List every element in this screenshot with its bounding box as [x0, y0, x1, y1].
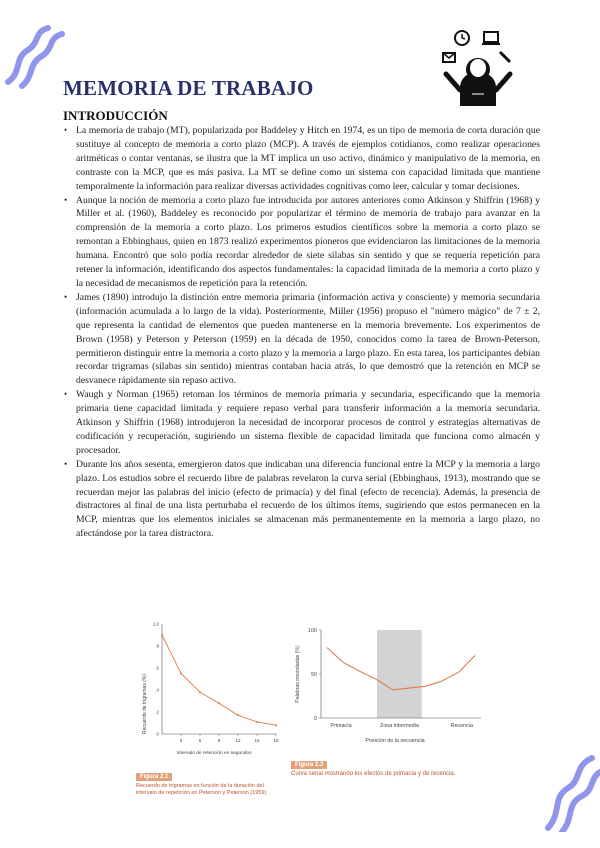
- figure-serial-curve: [291, 622, 491, 778]
- y-tick-label: 0: [314, 716, 317, 722]
- x-category-label: Primacía: [330, 723, 352, 729]
- list-item: • James (1890) introdujo la distinción entre memoria primaria (información activa y consciente) y memoria secundaria (información acumulada a lo largo de la vida). Posteriormente, Miller (1956) propuso el "número mágico" de 7 ± 2, que representa la cantidad de elementos que pueden mantenerse en la memoria brevemente. Los experimentos de Brown (1958) y Peterson y Peterson (1959) en la década de 1950, conocidos como la tarea de Brown-Peterson, permitieron distinguir entre la memoria a corto plazo y la memoria a largo plazo. En esta tarea, los participantes debían recordar trigramas (sílabas sin sentido) mientras contaban hacia atrás, lo que demostró que la retención en MCP se desvanece rápidamente sin repaso activo.: [62, 291, 540, 388]
- chart-x-label: Posición de la secuencia: [365, 738, 425, 744]
- y-tick-label: 50: [311, 672, 317, 678]
- decorative-squiggle-bottom-right: [540, 752, 600, 832]
- y-tick-label: 1,0: [152, 621, 159, 627]
- series-line: [162, 635, 276, 725]
- figure-label: Figura 2.2: [291, 761, 327, 769]
- data-point: [237, 714, 239, 716]
- data-point: [180, 673, 182, 675]
- y-tick-label: .2: [155, 709, 159, 715]
- x-tick-label: 15: [254, 738, 260, 743]
- y-tick-label: .8: [155, 643, 159, 649]
- decorative-squiggle-top-left: [0, 24, 70, 94]
- data-point: [256, 721, 258, 723]
- bullet-list: [62, 124, 540, 541]
- data-point: [161, 634, 163, 636]
- x-tick-label: 12: [235, 738, 241, 743]
- figure-retention-chart: [136, 618, 286, 797]
- section-heading: INTRODUCCIÓN: [63, 108, 168, 123]
- data-point: [275, 724, 277, 726]
- retention-chart: [136, 618, 286, 758]
- y-tick-label: .4: [155, 687, 159, 693]
- chart-y-label: Recuerdo de trigramas (%): [142, 673, 148, 735]
- x-tick-label: 18: [273, 738, 279, 743]
- data-point: [199, 691, 201, 693]
- list-item: • Durante los años sesenta, emergieron datos que indicaban una diferencia funcional entre la MCP y la memoria a largo plazo. Los estudios sobre el recuerdo libre de palabras revelaron la curva serial (Ebbinghaus, 1913), mostrando que se recuerdan mejor las palabras del inicio (efecto de primacía) y del final (efecto de recencia). Además, la presencia de distractores al final de una lista perturbaba el recuerdo de los últimos ítems, sugiriendo que estos permanecen en la MCP, mientras que los elementos iniciales se almacenan más permanentemente en la memoria a largo plazo, no afectándose por la tarea distractora.: [62, 458, 540, 541]
- list-item: • Waugh y Norman (1965) retoman los términos de memoria primaria y secundaria, especificando que la memoria primaria tiene capacidad limitada y requiere repaso verbal para transferir información a la memoria secundaria. Atkinson y Shiffrin (1968) introdujeron la necesidad de incorporar procesos de control y estrategias alternativas de codificación y recuperación, sugiriendo un sistema flexible de capacidad limitada que funciona como almacén y procesador.: [62, 388, 540, 458]
- page-title: MEMORIA DE TRABAJO: [63, 76, 314, 100]
- list-item: • Aunque la noción de memoria a corto plazo fue introducida por autores anteriores como Atkinson y Shiffrin (1968) y Miller et al. (1960), Baddeley es reconocido por popularizar el término de memoria de trabajo para avanzar en la comprensión de la memoria a corto plazo. Los primeros estudios científicos sobre la memoria a corto plazo se remontan a Ebbinghaus, quien en 1873 realizó experimentos pioneros que evidenciaron las limitaciones de la memoria humana. Encontró que solo podía recordar alrededor de siete sílabas sin sentido y que se requería repetición para retener la información, identificando dos aspectos fundamentales: la capacidad limitada de la memoria a corto plazo y la necesidad de mecanismos de repetición para la retención.: [62, 194, 540, 291]
- y-tick-label: 0: [156, 731, 159, 737]
- shaded-region: [377, 630, 422, 718]
- data-point: [218, 702, 220, 704]
- y-tick-label: .6: [155, 665, 159, 671]
- figure-caption: Recuerdo de trigramas en función de la duración del intervalo de repetición en Peterson y Peterson (1959).: [136, 783, 268, 796]
- x-tick-label: 3: [179, 738, 183, 743]
- chart-x-label: Intervalo de retención en segundos: [176, 751, 252, 756]
- list-item: • La memoria de trabajo (MT), popularizada por Baddeley y Hitch en 1974, es un tipo de memoria de corta duración que sustituye al concepto de memoria a corto plazo (MCP). A través de ejemplos cotidianos, como realizar operaciones aritméticas o contar ventanas, se ilustra que la MT implica un uso activo, dinámico y manipulativo de la memoria, en contraste con la MCP, que es más pasiva. La MT se define como un sistema con capacidad limitada que mantiene temporalmente la información para realizar diversas actividades cognitivas como leer, calcular y tomar decisiones.: [62, 124, 540, 194]
- chart-y-label: Palabras recordadas (%): [295, 645, 301, 703]
- figure-caption: Curva serial mostrando los efectos de primacía y de recencia.: [291, 771, 456, 777]
- multitasking-person-icon: [436, 26, 520, 110]
- y-tick-label: 100: [308, 628, 317, 634]
- x-category-label: Zona intermedia: [379, 723, 419, 729]
- x-category-label: Recencia: [450, 723, 474, 729]
- serial-position-chart: [291, 622, 491, 746]
- x-tick-label: 6: [198, 738, 202, 743]
- x-tick-label: 9: [217, 738, 221, 743]
- figure-label: Figura 2.1: [136, 773, 172, 781]
